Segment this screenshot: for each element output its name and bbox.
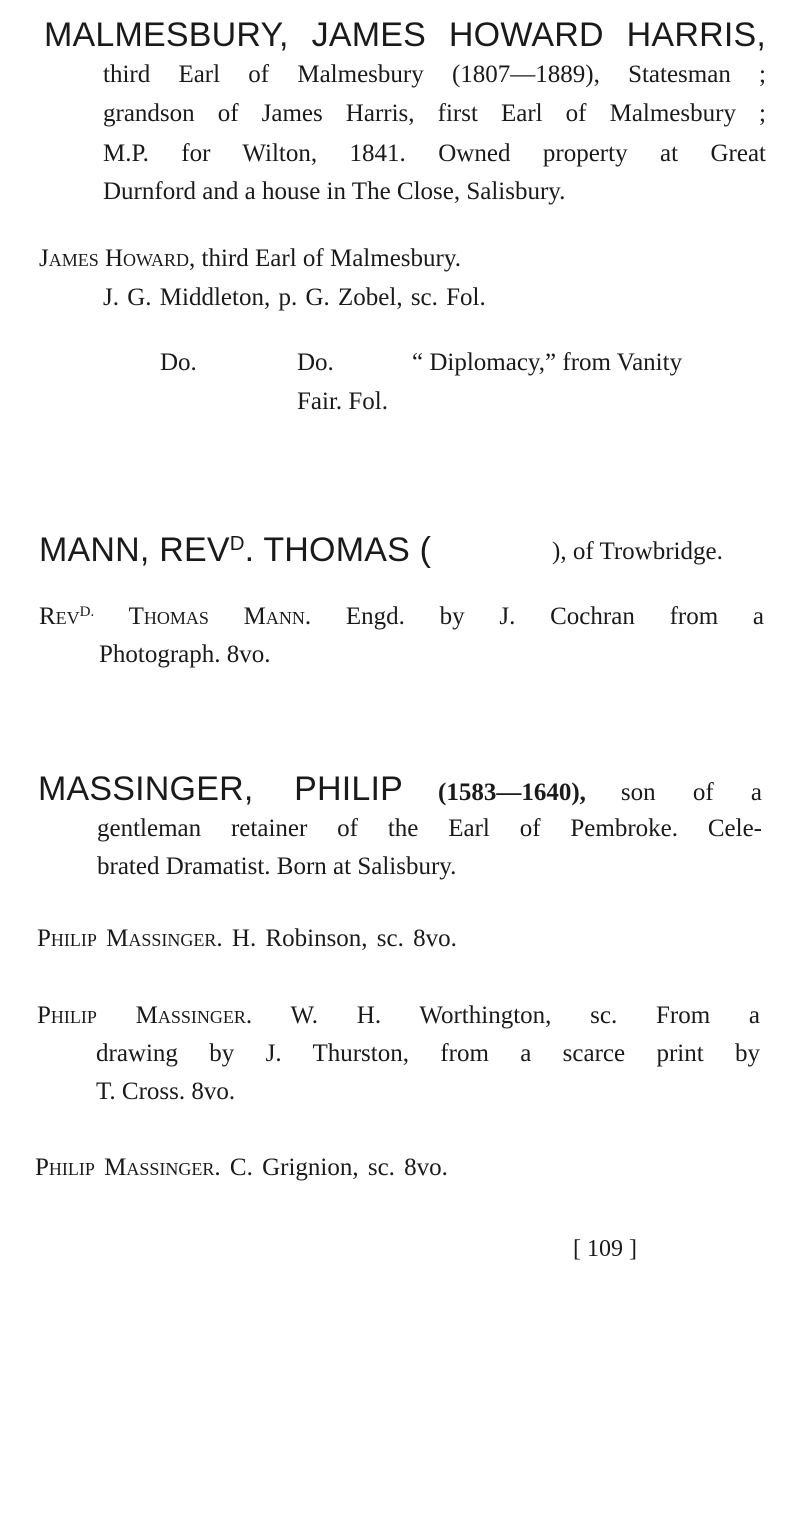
entry-description-line: grandson of James Harris, first Earl of Malmesbury ; <box>103 100 766 127</box>
entry-heading <box>39 531 766 570</box>
portrait-credit: J. G. Middleton, p. G. Zobel, sc. Fol. <box>103 284 486 311</box>
portrait-description: “ Diplomacy,” from Vanity <box>412 349 683 376</box>
entry-heading-rest: ), of Trowbridge. <box>552 538 723 565</box>
entry-description-line: M.P. for Wilton, 1841. Owned property at Great <box>103 140 766 167</box>
ditto-mark: Do. <box>297 349 334 376</box>
portrait-entry <box>37 925 457 953</box>
entry-description-line: gentleman retainer of the Earl of Pembroke. Cele- <box>97 815 762 842</box>
portrait-description: H. Robinson, sc. 8vo. <box>231 925 457 952</box>
entry-heading-dates: (1583—1640), <box>438 779 586 806</box>
portrait-sitter: Philip Massinger. <box>35 1154 221 1181</box>
portrait-credit: Photograph. 8vo. <box>99 641 271 668</box>
portrait-entry <box>35 1154 448 1182</box>
entry-heading-name: MASSINGER, PHILIP <box>38 770 404 808</box>
portrait-credit: drawing by J. Thurston, from a scarce print by <box>96 1040 760 1067</box>
entry-heading: MALMESBURY, JAMES HOWARD HARRIS, <box>44 16 766 54</box>
entry-heading-tail: son of a <box>620 779 762 806</box>
portrait-entry <box>37 1002 760 1030</box>
entry-description-line: brated Dramatist. Born at Salisbury. <box>97 853 457 880</box>
portrait-sitter: James Howard <box>39 245 190 272</box>
portrait-sitter: Philip Massinger. <box>37 925 223 952</box>
entry-description-line: third Earl of Malmesbury (1807—1889), Statesman ; <box>103 61 766 88</box>
portrait-credit: T. Cross. 8vo. <box>96 1078 236 1105</box>
entry-description-line: Durnford and a house in The Close, Salisbury. <box>103 178 566 205</box>
entry-heading-name: MANN, $REV^D$. THOMAS ( <box>39 531 432 569</box>
portrait-description: C. Grignion, sc. 8vo. <box>229 1154 448 1181</box>
portrait-sitter: Philip Massinger. <box>37 1002 253 1029</box>
portrait-entry <box>39 603 764 631</box>
page-number: [ 109 ] <box>573 1236 637 1262</box>
ditto-mark: Do. <box>160 349 197 376</box>
portrait-entry <box>39 245 461 273</box>
portrait-description: Engd. by J. Cochran from a <box>345 603 765 630</box>
portrait-sitter: Rev$^{D.}$ Thomas Mann. <box>39 603 312 630</box>
portrait-description: Fair. Fol. <box>297 388 388 415</box>
portrait-description: , third Earl of Malmesbury. <box>189 245 461 272</box>
entry-heading <box>38 770 762 809</box>
portrait-description: W. H. Worthington, sc. From a <box>290 1002 760 1029</box>
